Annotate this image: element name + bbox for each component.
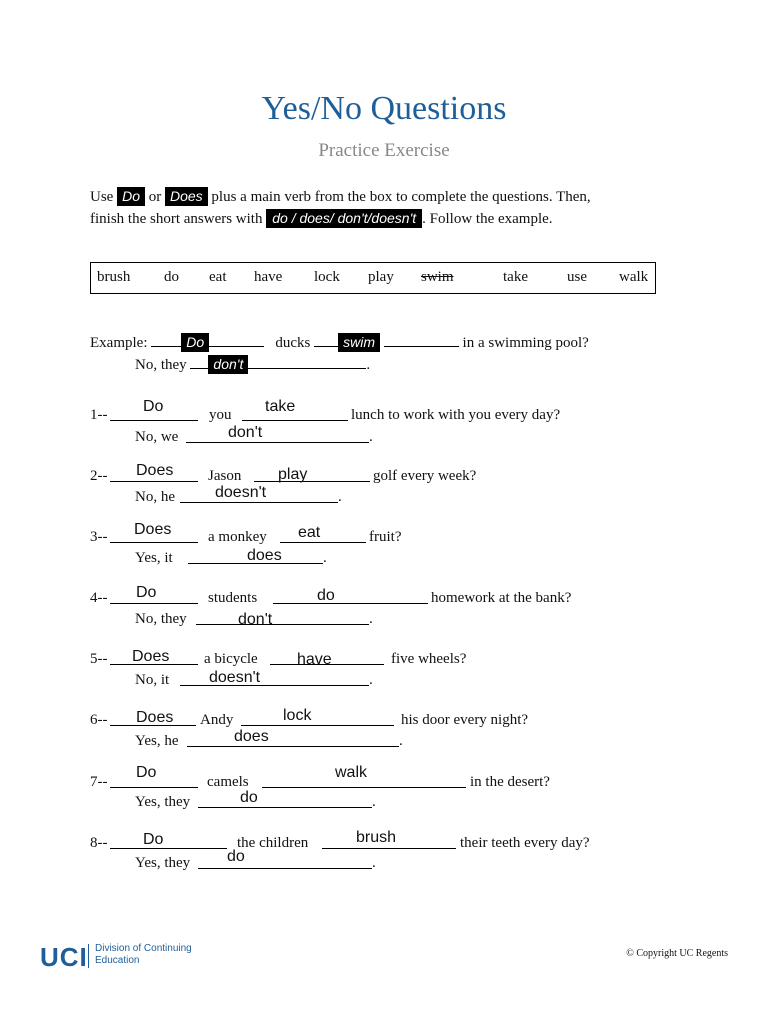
example-label: Example: — [90, 335, 148, 351]
blank-line — [314, 331, 338, 347]
question-number: 1-- — [90, 407, 108, 423]
verb-answer: have — [297, 651, 332, 668]
question-number: 5-- — [90, 651, 108, 667]
question-rest: lunch to work with you every day? — [351, 407, 561, 423]
aux-answer: Does — [132, 648, 170, 665]
example-question — [90, 331, 589, 353]
verb-answer: walk — [335, 764, 368, 781]
do-highlight: Do — [117, 187, 145, 206]
period: . — [369, 429, 373, 445]
answer-blank — [198, 792, 372, 808]
question-subject: you — [209, 407, 232, 423]
blank-line — [209, 331, 264, 347]
short-answer: do — [227, 848, 245, 865]
verb-answer: lock — [283, 707, 312, 724]
instructions-line-2 — [90, 209, 553, 229]
verb-answer: play — [278, 466, 308, 483]
short-answer: does — [247, 547, 282, 564]
question-rest: their teeth every day? — [460, 835, 590, 851]
answer-prefix: Yes, he — [135, 733, 179, 749]
question-rest: fruit? — [369, 529, 402, 545]
answer-prefix: No, we — [135, 429, 179, 445]
aux-answer: Do — [136, 764, 157, 781]
short-answer: doesn't — [209, 669, 261, 686]
period: . — [369, 611, 373, 627]
question-subject: a bicycle — [204, 651, 258, 667]
answer-blank — [196, 609, 369, 625]
example-answer — [135, 353, 370, 375]
division-name: Division of Continuing Education — [95, 943, 192, 966]
question-number: 4-- — [90, 590, 108, 606]
copyright-notice: © Copyright UC Regents — [626, 948, 728, 959]
aux-answer: Do — [136, 584, 157, 601]
blank-line — [190, 353, 208, 369]
answer-blank — [198, 853, 372, 869]
word-take: take — [503, 269, 528, 285]
question-number: 3-- — [90, 529, 108, 545]
short-forms-highlight: do / does/ don't/doesn't — [266, 209, 422, 228]
question-number: 2-- — [90, 468, 108, 484]
instructions-line-1-rest: plus a main verb from the box to complete the questions. Then, — [211, 189, 591, 205]
word-walk: walk — [619, 269, 649, 285]
aux-answer: Does — [136, 709, 174, 726]
aux-blank — [110, 833, 227, 849]
short-answer: doesn't — [215, 484, 267, 501]
period: . — [366, 357, 371, 373]
blank-line — [384, 331, 459, 347]
question-rest: golf every week? — [373, 468, 477, 484]
does-highlight: Does — [165, 187, 208, 206]
answer-prefix: Yes, it — [135, 550, 173, 566]
word-brush: brush — [97, 269, 131, 285]
question-number: 8-- — [90, 835, 108, 851]
question-number: 7-- — [90, 774, 108, 790]
question-subject: students — [208, 590, 258, 606]
page-title: Yes/No Questions — [261, 90, 507, 127]
aux-answer: Do — [143, 831, 164, 848]
uci-logo: UCI — [40, 942, 88, 972]
word-have: have — [254, 269, 283, 285]
verb-blank — [254, 466, 370, 482]
question-subject: the children — [237, 835, 309, 851]
question-rest: in the desert? — [470, 774, 550, 790]
verb-blank — [280, 527, 366, 543]
question-rest: five wheels? — [391, 651, 467, 667]
word-play: play — [368, 269, 394, 285]
short-answer: does — [234, 728, 269, 745]
word-eat: eat — [209, 269, 227, 285]
answer-prefix: No, it — [135, 672, 170, 688]
aux-answer: Does — [134, 521, 172, 538]
instructions-or: or — [148, 189, 162, 205]
period: . — [338, 489, 342, 505]
example-rest: in a swimming pool? — [462, 335, 589, 351]
answer-prefix: Yes, they — [135, 855, 191, 871]
answer-blank — [187, 731, 399, 747]
word-lock: lock — [314, 269, 340, 285]
verb-blank — [273, 588, 428, 604]
instructions-finish: finish the short answers with — [90, 211, 263, 227]
answer-prefix: No, they — [135, 611, 187, 627]
blank-line — [151, 331, 181, 347]
word-use: use — [567, 269, 587, 285]
example-aux: Do — [181, 333, 209, 352]
period: . — [369, 672, 373, 688]
word-swim-struck: swim — [421, 269, 454, 285]
aux-answer: Do — [143, 398, 164, 415]
question-number: 6-- — [90, 712, 108, 728]
instructions-line-1 — [90, 187, 591, 207]
question-rest: his door every night? — [401, 712, 529, 728]
question-subject: Andy — [200, 712, 234, 728]
example-answer-highlight: don't — [208, 355, 248, 374]
verb-answer: take — [265, 398, 296, 415]
logo-divider — [88, 944, 89, 968]
question-subject: camels — [207, 774, 249, 790]
question-subject: a monkey — [208, 529, 267, 545]
aux-answer: Does — [136, 462, 174, 479]
verb-answer: brush — [356, 829, 397, 846]
verb-answer: eat — [298, 524, 321, 541]
period: . — [323, 550, 327, 566]
blank-line — [248, 353, 366, 369]
question-subject: Jason — [208, 468, 242, 484]
period: . — [399, 733, 403, 749]
page-subtitle: Practice Exercise — [318, 140, 450, 161]
example-verb: swim — [338, 333, 380, 352]
instructions-use: Use — [90, 189, 114, 205]
short-answer: don't — [238, 611, 273, 628]
example-subject: ducks — [275, 335, 311, 351]
question-rest: homework at the bank? — [431, 590, 572, 606]
period: . — [372, 855, 376, 871]
period: . — [372, 794, 376, 810]
instructions-line-2-rest: . Follow the example. — [422, 211, 553, 227]
word-do: do — [164, 269, 179, 285]
short-answer: do — [240, 789, 258, 806]
answer-prefix: No, he — [135, 489, 175, 505]
example-answer-prefix: No, they — [135, 357, 187, 373]
verb-blank — [241, 710, 394, 726]
verb-answer: do — [317, 587, 335, 604]
short-answer: don't — [228, 424, 263, 441]
answer-prefix: Yes, they — [135, 794, 191, 810]
answer-blank — [186, 427, 369, 443]
